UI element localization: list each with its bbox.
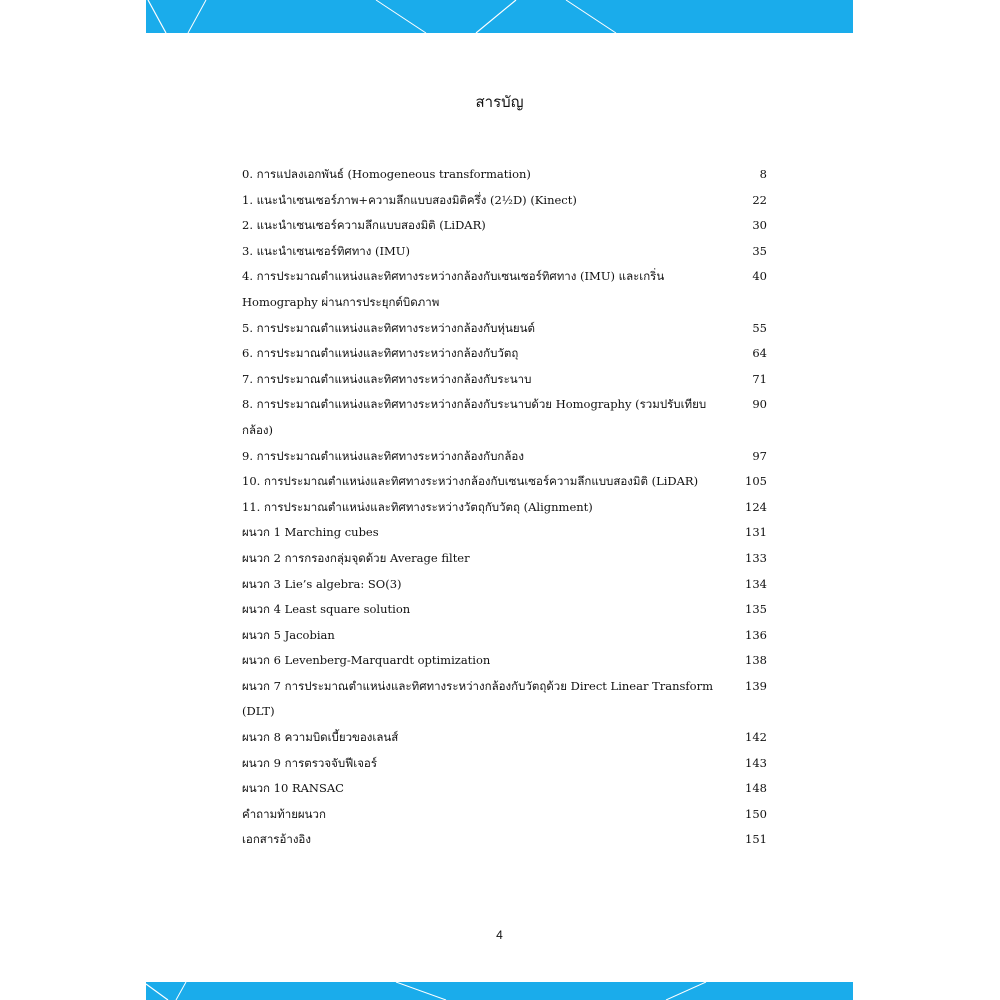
toc-entry-title: ผนวก 10 RANSAC [242, 781, 344, 796]
footer-decoration [146, 982, 853, 1000]
toc-entry-title: ผนวก 9 การตรวจจับฟีเจอร์ [242, 755, 378, 770]
table-of-contents [242, 162, 767, 853]
toc-entry-title: 7. การประมาณตำแหน่งและทิศทางระหว่างกล้องกับระนาบ [242, 371, 532, 386]
toc-entry-page: 71 [752, 371, 767, 386]
toc-entry [242, 264, 767, 315]
toc-entry [242, 469, 767, 495]
toc-entry-title: 6. การประมาณตำแหน่งและทิศทางระหว่างกล้องกับวัตถุ [242, 346, 519, 361]
page-title: สารบัญ [475, 93, 524, 111]
toc-entry [242, 623, 767, 649]
toc-entry-page: 135 [745, 602, 767, 617]
toc-entry-title: 8. การประมาณตำแหน่งและทิศทางระหว่างกล้องกับระนาบด้วย Homography (รวมปรับเทียบกล้อง) [242, 397, 707, 437]
toc-entry-title: เอกสารอ้างอิง [242, 832, 311, 847]
toc-entry [242, 520, 767, 546]
toc-entry-page: 124 [745, 499, 767, 514]
toc-entry [242, 239, 767, 265]
toc-entry [242, 546, 767, 572]
toc-entry-title: คำถามท้ายผนวก [242, 806, 326, 821]
toc-entry-title: 0. การแปลงเอกพันธ์ (Homogeneous transformation) [242, 167, 531, 181]
header-decoration [146, 0, 853, 33]
toc-entry-page: 143 [745, 755, 767, 770]
toc-entry [242, 827, 767, 853]
toc-entry-page: 22 [752, 192, 767, 207]
page-number: 4 [496, 928, 503, 942]
toc-entry [242, 572, 767, 598]
toc-entry-page: 8 [759, 167, 767, 181]
toc-entry-page: 148 [745, 781, 767, 796]
toc-entry-page: 90 [752, 397, 767, 412]
toc-entry [242, 725, 767, 751]
toc-entry-title: 11. การประมาณตำแหน่งและทิศทางระหว่างวัตถุกับวัตถุ (Alignment) [242, 499, 593, 514]
toc-entry-title: 3. แนะนำเซนเซอร์ทิศทาง (IMU) [242, 243, 410, 258]
toc-entry-title: ผนวก 4 Least square solution [242, 602, 411, 617]
toc-entry-page: 97 [752, 448, 767, 463]
toc-entry [242, 444, 767, 470]
toc-entry-page: 134 [745, 576, 767, 591]
toc-entry-page: 150 [745, 806, 767, 821]
toc-entry-page: 30 [752, 218, 767, 233]
toc-entry-title: ผนวก 5 Jacobian [242, 627, 335, 642]
toc-entry-title: ผนวก 7 การประมาณตำแหน่งและทิศทางระหว่างกล้องกับวัตถุด้วย Direct Linear Transform (DLT) [242, 678, 714, 719]
toc-entry-page: 142 [745, 730, 767, 745]
toc-entry [242, 162, 767, 188]
toc-entry [242, 751, 767, 777]
toc-entry-page: 133 [745, 550, 767, 565]
toc-entry-page: 40 [752, 269, 767, 284]
toc-entry-title: ผนวก 1 Marching cubes [242, 525, 379, 540]
toc-entry-page: 138 [745, 653, 767, 668]
toc-entry [242, 674, 767, 725]
toc-entry-page: 35 [752, 243, 767, 258]
toc-entry [242, 597, 767, 623]
toc-entry-title: ผนวก 3 Lie’s algebra: SO(3) [242, 576, 402, 591]
toc-entry [242, 367, 767, 393]
toc-entry-page: 55 [752, 320, 767, 335]
toc-entry-page: 139 [745, 678, 767, 693]
toc-entry [242, 341, 767, 367]
toc-entry-page: 64 [752, 346, 767, 361]
toc-entry-title: 2. แนะนำเซนเซอร์ความลึกแบบสองมิติ (LiDAR) [242, 218, 486, 233]
toc-entry [242, 188, 767, 214]
toc-entry [242, 316, 767, 342]
toc-entry-page: 151 [745, 832, 767, 847]
toc-entry [242, 802, 767, 828]
toc-entry [242, 648, 767, 674]
toc-entry [242, 776, 767, 802]
toc-entry-title: 10. การประมาณตำแหน่งและทิศทางระหว่างกล้องกับเซนเซอร์ความลึกแบบสองมิติ (LiDAR) [242, 474, 699, 489]
toc-entry [242, 495, 767, 521]
toc-entry-page: 105 [745, 474, 767, 489]
document-page [146, 0, 853, 1000]
toc-entry-title: 4. การประมาณตำแหน่งและทิศทางระหว่างกล้องกับเซนเซอร์ทิศทาง (IMU) และเกริ่น Homography ผ่านการประยุกต์บิดภาพ [242, 269, 665, 309]
toc-entry-title: 1. แนะนำเซนเซอร์ภาพ+ความลึกแบบสองมิติครึ่ง (2½D) (Kinect) [242, 192, 577, 207]
toc-entry [242, 213, 767, 239]
toc-entry-title: ผนวก 8 ความบิดเบี้ยวของเลนส์ [242, 730, 399, 745]
toc-entry-page: 136 [745, 627, 767, 642]
toc-entry-title: 9. การประมาณตำแหน่งและทิศทางระหว่างกล้องกับกล้อง [242, 448, 524, 463]
toc-entry-title: 5. การประมาณตำแหน่งและทิศทางระหว่างกล้องกับหุ่นยนต์ [242, 320, 535, 335]
toc-entry [242, 392, 767, 443]
toc-entry-title: ผนวก 6 Levenberg-Marquardt optimization [242, 653, 491, 668]
toc-entry-page: 131 [745, 525, 767, 540]
toc-entry-title: ผนวก 2 การกรองกลุ่มจุดด้วย Average filter [242, 550, 470, 565]
